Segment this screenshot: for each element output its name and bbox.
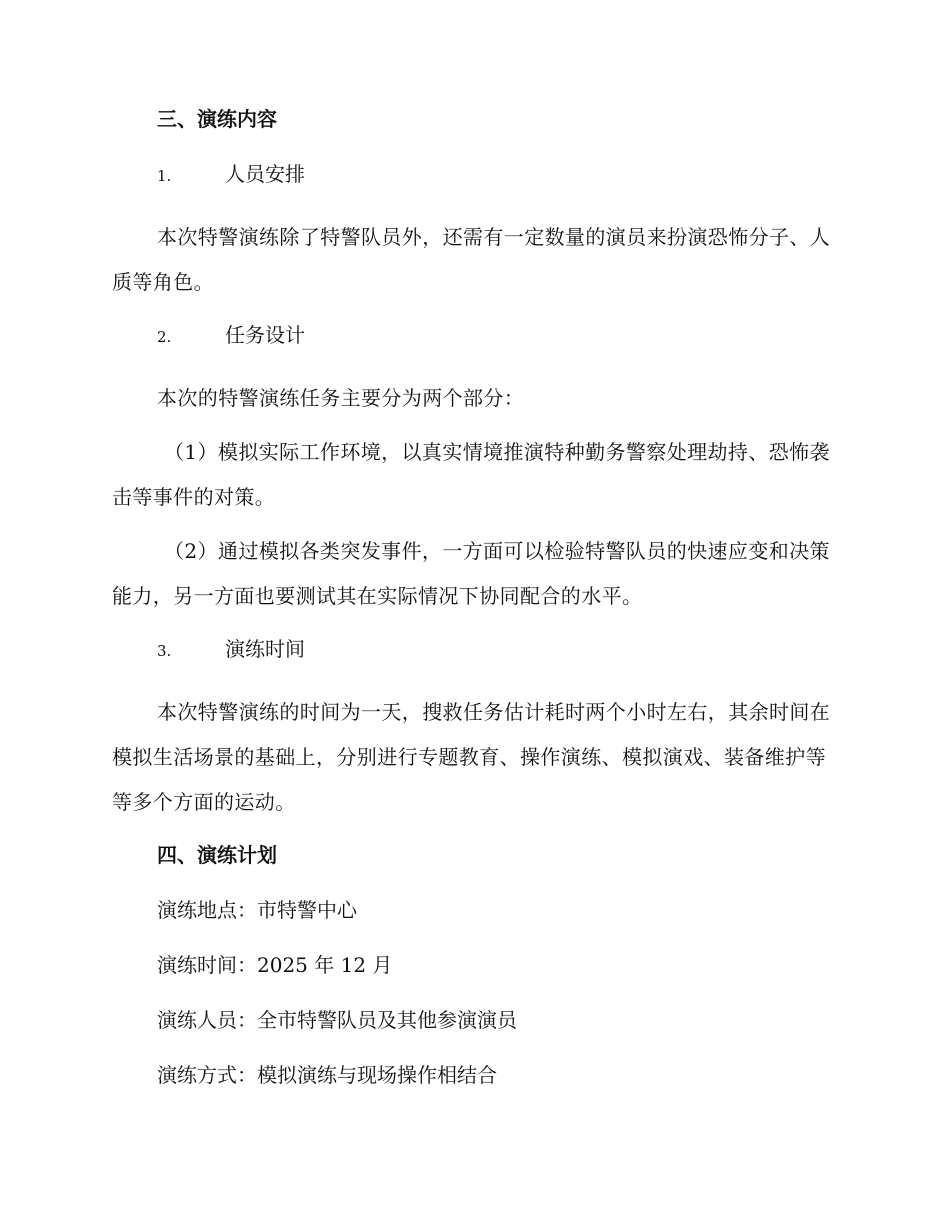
item-title: 演练时间: [225, 637, 305, 661]
field-personnel: 演练人员：全市特警队员及其他参演演员: [157, 1008, 517, 1032]
item-title: 任务设计: [225, 323, 305, 347]
section-heading-4: 四、演练计划: [157, 843, 277, 867]
paragraph: 本次的特警演练任务主要分为两个部分：: [157, 386, 525, 410]
section-heading-3: 三、演练内容: [157, 107, 277, 131]
item-number: 2.: [157, 328, 172, 346]
numbered-item-2: [112, 319, 832, 353]
paragraph: 本次特警演练的时间为一天，搜救任务估计耗时两个小时左右，其余时间在模拟生活场景的基础上，分别进行专题教育、操作演练、模拟演戏、装备维护等等多个方面的运动。: [112, 700, 831, 814]
numbered-item-3: [112, 633, 832, 667]
document-body: [112, 103, 832, 1114]
numbered-item-1: [112, 158, 832, 192]
field-time: 演练时间：2025 年 12 月: [157, 953, 393, 977]
field-method: 演练方式：模拟演练与现场操作相结合: [157, 1063, 497, 1087]
paragraph: 本次特警演练除了特警队员外，还需有一定数量的演员来扮演恐怖分子、人质等角色。: [112, 225, 831, 294]
field-location: 演练地点：市特警中心: [157, 898, 357, 922]
paragraph-subitem-2: （2）通过模拟各类突发事件，一方面可以检验特警队员的快速应变和决策能力，另一方面也要测试其在实际情况下协同配合的水平。: [112, 539, 830, 608]
paragraph-subitem-1: （1）模拟实际工作环境，以真实情境推演特种勤务警察处理劫持、恐怖袭击等事件的对策。: [112, 440, 830, 509]
item-number: 3.: [157, 642, 172, 660]
item-title: 人员安排: [225, 162, 305, 186]
item-number: 1.: [157, 167, 172, 185]
